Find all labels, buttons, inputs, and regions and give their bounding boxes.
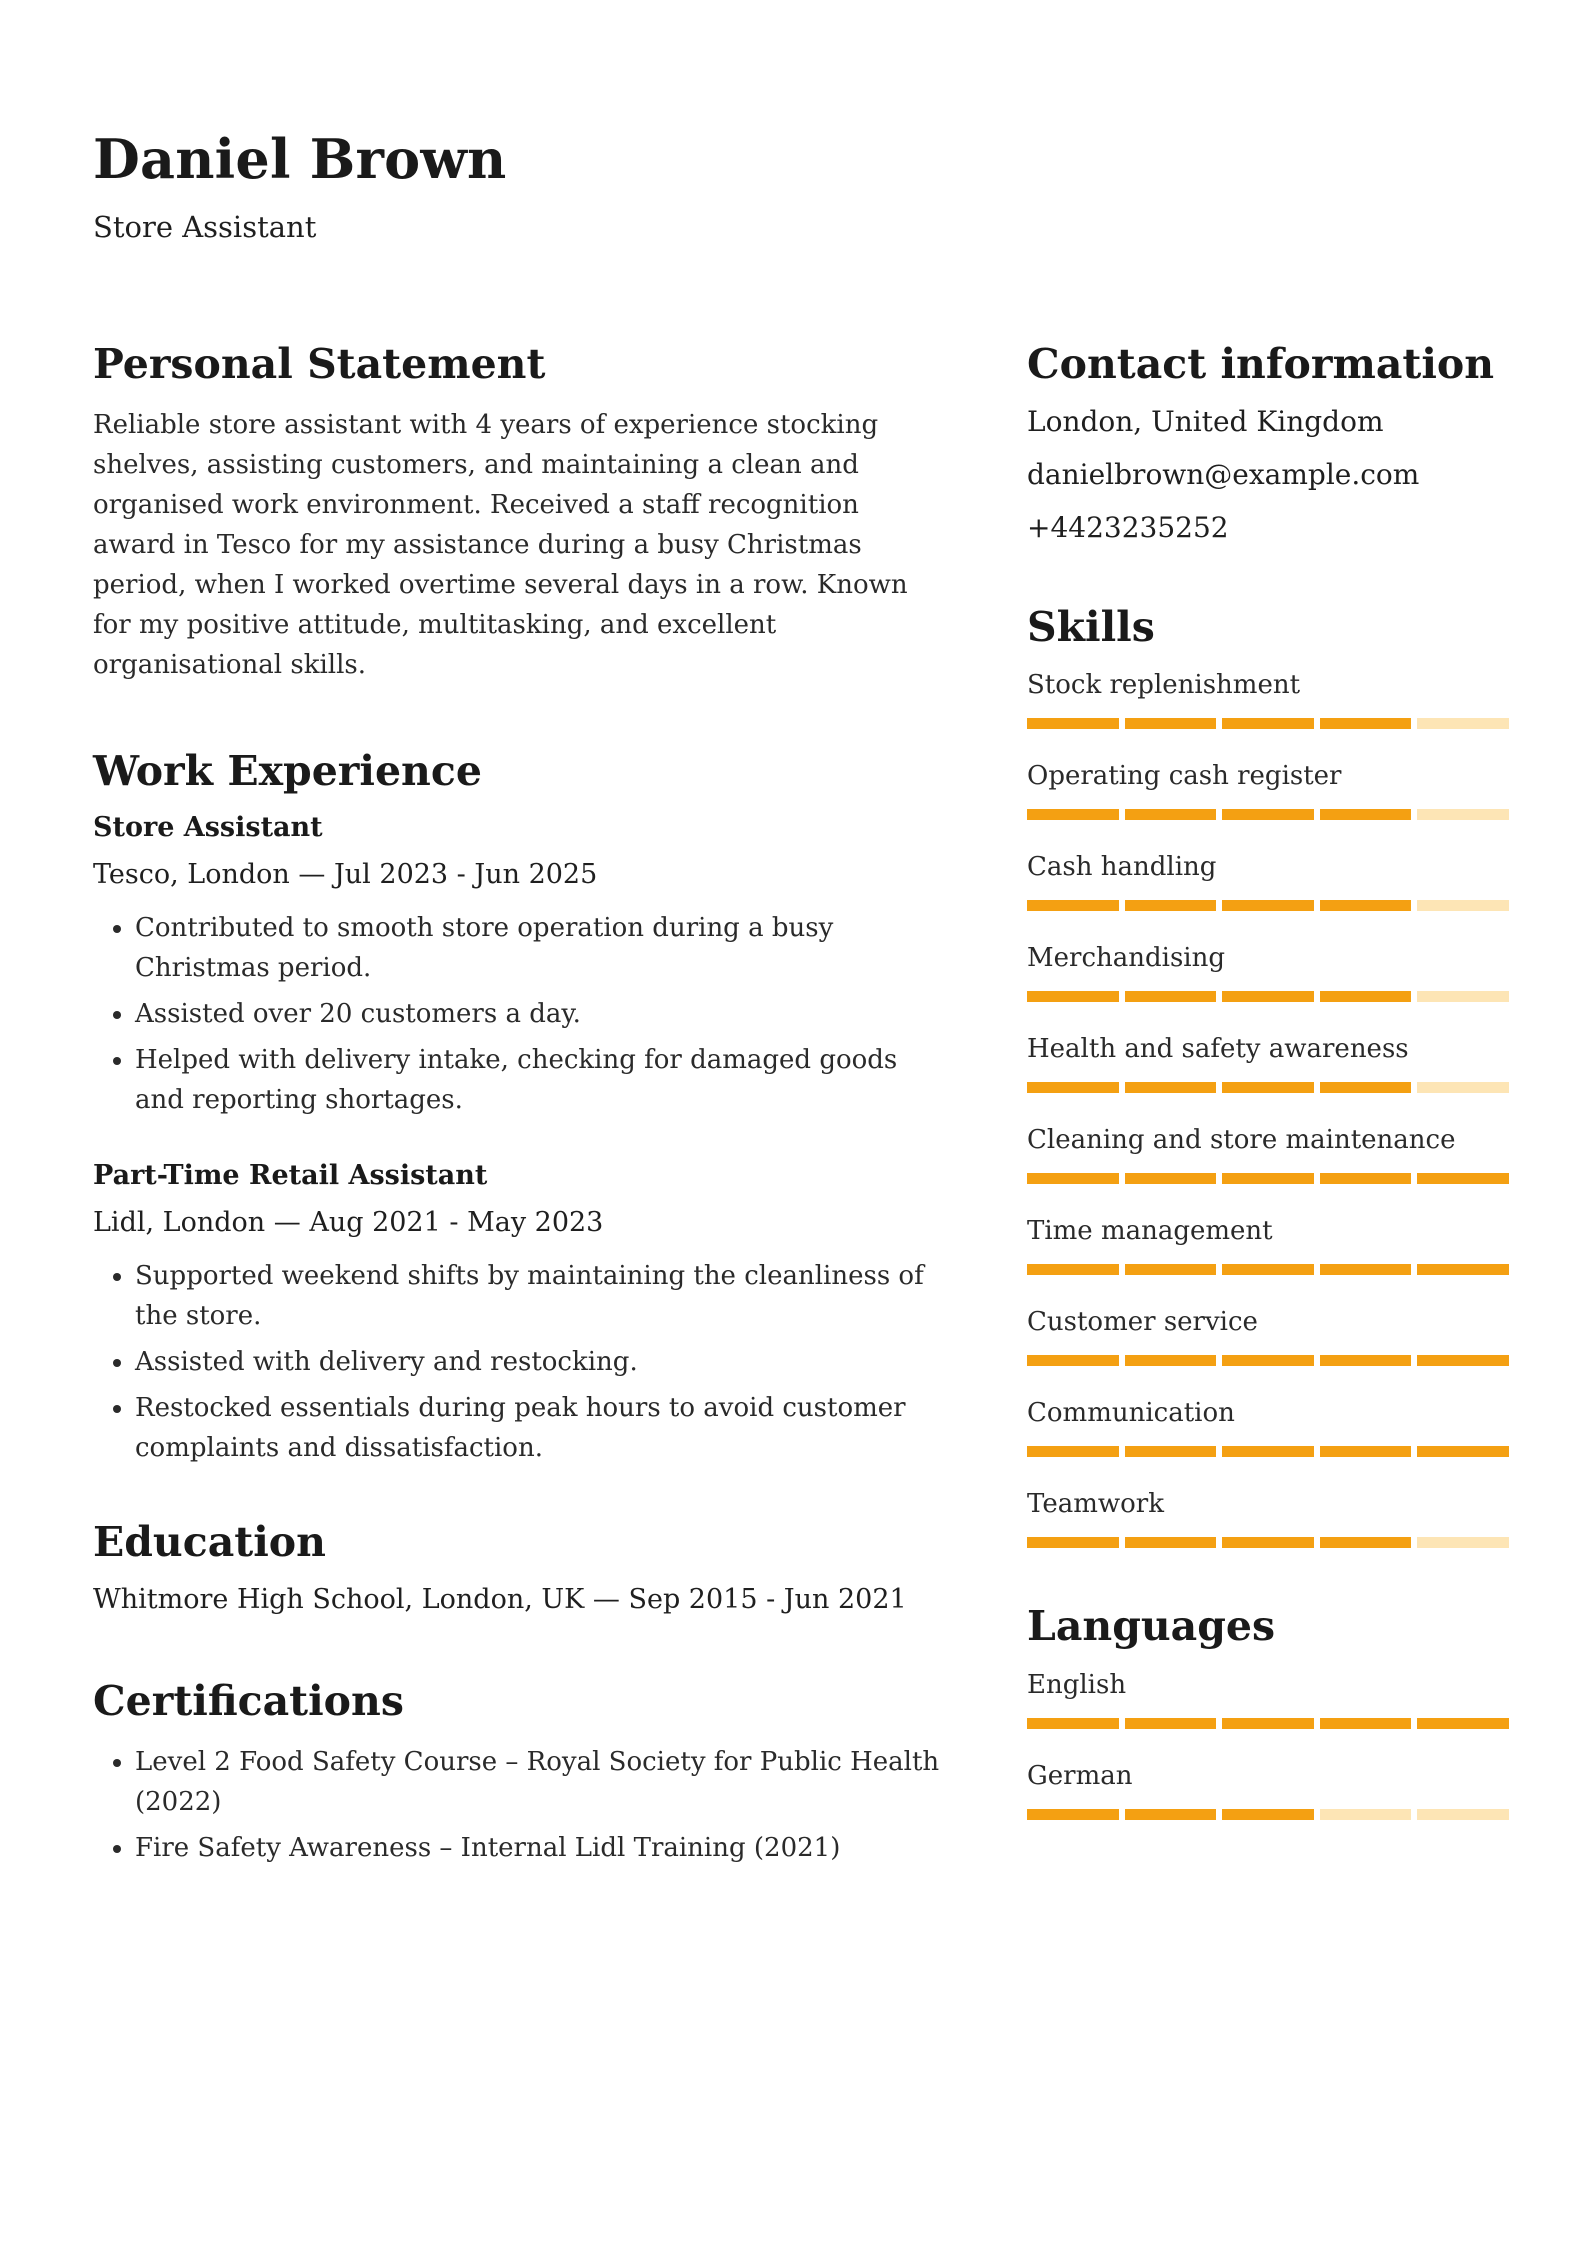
rating-segment-empty — [1417, 1537, 1509, 1548]
job-bullet: • Helped with delivery intake, checking for damaged goods and reporting shortages. — [135, 1040, 943, 1120]
job-title: Part-Time Retail Assistant — [93, 1160, 488, 1192]
rating-segment-filled — [1125, 1446, 1217, 1457]
skill-item-label: Operating cash register — [1027, 761, 1342, 792]
language-item — [1027, 1668, 1512, 1729]
skill-item — [1027, 1123, 1512, 1184]
rating-segment-filled — [1027, 1082, 1119, 1093]
rating-segment-filled — [1027, 718, 1119, 729]
resume-header — [93, 128, 507, 244]
skill-item — [1027, 850, 1512, 911]
skill-item-label: Communication — [1027, 1398, 1235, 1429]
education-entry: Whitmore High School, London, UK — Sep 2015 - Jun 2021 — [93, 1583, 907, 1615]
skill-item-rating-bar — [1027, 1173, 1509, 1184]
certification-item: • Fire Safety Awareness – Internal Lidl Training (2021) — [135, 1828, 943, 1868]
rating-segment-filled — [1320, 1446, 1412, 1457]
personal-statement-text: Reliable store assistant with 4 years of experience stocking shelves, assisting customers, and maintaining a clean and organised work environment. Received a staff recognition award in Tesco for my assistance during a busy Christmas period, when I worked overtime several days in a row. Known for my positive attitude, multitasking, and excellent organisational skills. — [93, 410, 908, 681]
rating-segment-filled — [1320, 1355, 1412, 1366]
job-entry — [93, 1160, 943, 1468]
rating-segment-filled — [1222, 991, 1314, 1002]
rating-segment-filled — [1125, 1264, 1217, 1275]
rating-segment-filled — [1320, 900, 1412, 911]
skill-item-rating-bar — [1027, 900, 1509, 911]
rating-segment-filled — [1027, 1718, 1119, 1729]
skill-item-rating-bar — [1027, 1082, 1509, 1093]
skill-item-label: Stock replenishment — [1027, 670, 1301, 701]
contact-section — [1027, 340, 1512, 545]
contact-email[interactable]: danielbrown@example.com — [1027, 458, 1420, 492]
skill-item-rating-bar — [1027, 718, 1509, 729]
work-experience-heading: Work Experience — [93, 747, 482, 796]
rating-segment-filled — [1320, 991, 1412, 1002]
languages-section — [1027, 1602, 1512, 1819]
personal-statement-heading: Personal Statement — [93, 340, 546, 388]
rating-segment-filled — [1125, 900, 1217, 911]
skill-item-label: Merchandising — [1027, 943, 1225, 974]
rating-segment-empty — [1417, 809, 1509, 820]
rating-segment-filled — [1222, 900, 1314, 911]
rating-segment-filled — [1222, 1082, 1314, 1093]
skills-heading: Skills — [1027, 603, 1155, 652]
skill-item — [1027, 1487, 1512, 1548]
rating-segment-filled — [1125, 809, 1217, 820]
rating-segment-filled — [1125, 1173, 1217, 1184]
skill-item-rating-bar — [1027, 1264, 1509, 1275]
rating-segment-filled — [1417, 1718, 1509, 1729]
work-experience-section — [93, 747, 943, 1468]
job-bullets — [93, 1256, 943, 1468]
skill-item-rating-bar — [1027, 1355, 1509, 1366]
rating-segment-filled — [1417, 1446, 1509, 1457]
rating-segment-filled — [1222, 1173, 1314, 1184]
rating-segment-filled — [1125, 1082, 1217, 1093]
rating-segment-filled — [1320, 1264, 1412, 1275]
rating-segment-filled — [1222, 718, 1314, 729]
rating-segment-filled — [1125, 1809, 1217, 1820]
rating-segment-filled — [1027, 1809, 1119, 1820]
personal-statement-section — [93, 340, 943, 685]
rating-segment-filled — [1125, 1537, 1217, 1548]
rating-segment-filled — [1125, 1718, 1217, 1729]
skill-item-rating-bar — [1027, 809, 1509, 820]
rating-segment-filled — [1320, 809, 1412, 820]
job-title: Store Assistant — [93, 812, 323, 844]
skill-item-label: Cash handling — [1027, 852, 1217, 883]
rating-segment-filled — [1320, 1718, 1412, 1729]
language-item-label: English — [1027, 1669, 1127, 1700]
rating-segment-filled — [1320, 718, 1412, 729]
rating-segment-empty — [1417, 991, 1509, 1002]
rating-segment-filled — [1222, 809, 1314, 820]
rating-segment-empty — [1417, 1809, 1509, 1820]
rating-segment-empty — [1417, 1082, 1509, 1093]
contact-phone[interactable]: +4423235252 — [1027, 511, 1229, 545]
skills-section — [1027, 603, 1512, 1548]
rating-segment-filled — [1125, 1355, 1217, 1366]
skill-item-label: Customer service — [1027, 1307, 1258, 1338]
education-section — [93, 1518, 943, 1614]
rating-segment-filled — [1320, 1173, 1412, 1184]
skill-item-label: Time management — [1027, 1216, 1273, 1247]
rating-segment-filled — [1027, 809, 1119, 820]
rating-segment-filled — [1417, 1264, 1509, 1275]
main-column — [93, 340, 943, 1930]
certifications-section — [93, 1677, 943, 1868]
skill-item — [1027, 941, 1512, 1002]
skill-item-label: Health and safety awareness — [1027, 1034, 1409, 1065]
languages-list — [1027, 1668, 1512, 1820]
job-bullet: • Supported weekend shifts by maintaining the cleanliness of the store. — [135, 1256, 943, 1336]
rating-segment-filled — [1027, 1355, 1119, 1366]
candidate-name: Daniel Brown — [93, 127, 507, 191]
certification-list — [93, 1742, 943, 1868]
skills-list — [1027, 668, 1512, 1548]
skill-item-rating-bar — [1027, 1446, 1509, 1457]
certification-item: • Level 2 Food Safety Course – Royal Society for Public Health (2022) — [135, 1742, 943, 1822]
rating-segment-filled — [1125, 718, 1217, 729]
job-bullet: • Assisted over 20 customers a day. — [135, 994, 943, 1034]
job-bullet: • Assisted with delivery and restocking. — [135, 1342, 943, 1382]
skill-item-rating-bar — [1027, 1537, 1509, 1548]
rating-segment-filled — [1222, 1718, 1314, 1729]
rating-segment-filled — [1027, 1446, 1119, 1457]
contact-location: London, United Kingdom — [1027, 405, 1384, 439]
language-item — [1027, 1759, 1512, 1820]
job-bullets — [93, 908, 943, 1120]
languages-heading: Languages — [1027, 1602, 1276, 1651]
skill-item-label: Teamwork — [1027, 1489, 1164, 1520]
rating-segment-filled — [1417, 1355, 1509, 1366]
skill-item — [1027, 668, 1512, 729]
rating-segment-filled — [1222, 1537, 1314, 1548]
sidebar-column — [1027, 340, 1512, 1874]
rating-segment-filled — [1222, 1446, 1314, 1457]
job-bullet: • Contributed to smooth store operation during a busy Christmas period. — [135, 908, 943, 988]
rating-segment-filled — [1222, 1355, 1314, 1366]
language-item-rating-bar — [1027, 1809, 1509, 1820]
language-item-rating-bar — [1027, 1718, 1509, 1729]
rating-segment-empty — [1417, 718, 1509, 729]
skill-item — [1027, 1305, 1512, 1366]
rating-segment-filled — [1320, 1082, 1412, 1093]
contact-heading: Contact information — [1027, 340, 1495, 388]
skill-item-rating-bar — [1027, 991, 1509, 1002]
rating-segment-filled — [1027, 1173, 1119, 1184]
rating-segment-filled — [1027, 900, 1119, 911]
rating-segment-filled — [1417, 1173, 1509, 1184]
rating-segment-filled — [1222, 1809, 1314, 1820]
skill-item — [1027, 1396, 1512, 1457]
rating-segment-filled — [1027, 991, 1119, 1002]
skill-item — [1027, 759, 1512, 820]
rating-segment-empty — [1320, 1809, 1412, 1820]
skill-item — [1027, 1214, 1512, 1275]
rating-segment-empty — [1417, 900, 1509, 911]
education-heading: Education — [93, 1518, 326, 1567]
job-meta: Lidl, London — Aug 2021 - May 2023 — [93, 1207, 604, 1239]
rating-segment-filled — [1027, 1537, 1119, 1548]
rating-segment-filled — [1222, 1264, 1314, 1275]
job-entry — [93, 812, 943, 1120]
language-item-label: German — [1027, 1760, 1133, 1791]
candidate-title: Store Assistant — [93, 210, 317, 245]
job-meta: Tesco, London — Jul 2023 - Jun 2025 — [93, 859, 598, 891]
job-bullet: • Restocked essentials during peak hours to avoid customer complaints and dissatisfaction. — [135, 1388, 943, 1468]
certifications-heading: Certifications — [93, 1676, 404, 1725]
rating-segment-filled — [1320, 1537, 1412, 1548]
rating-segment-filled — [1125, 991, 1217, 1002]
rating-segment-filled — [1027, 1264, 1119, 1275]
skill-item — [1027, 1032, 1512, 1093]
skill-item-label: Cleaning and store maintenance — [1027, 1125, 1456, 1156]
